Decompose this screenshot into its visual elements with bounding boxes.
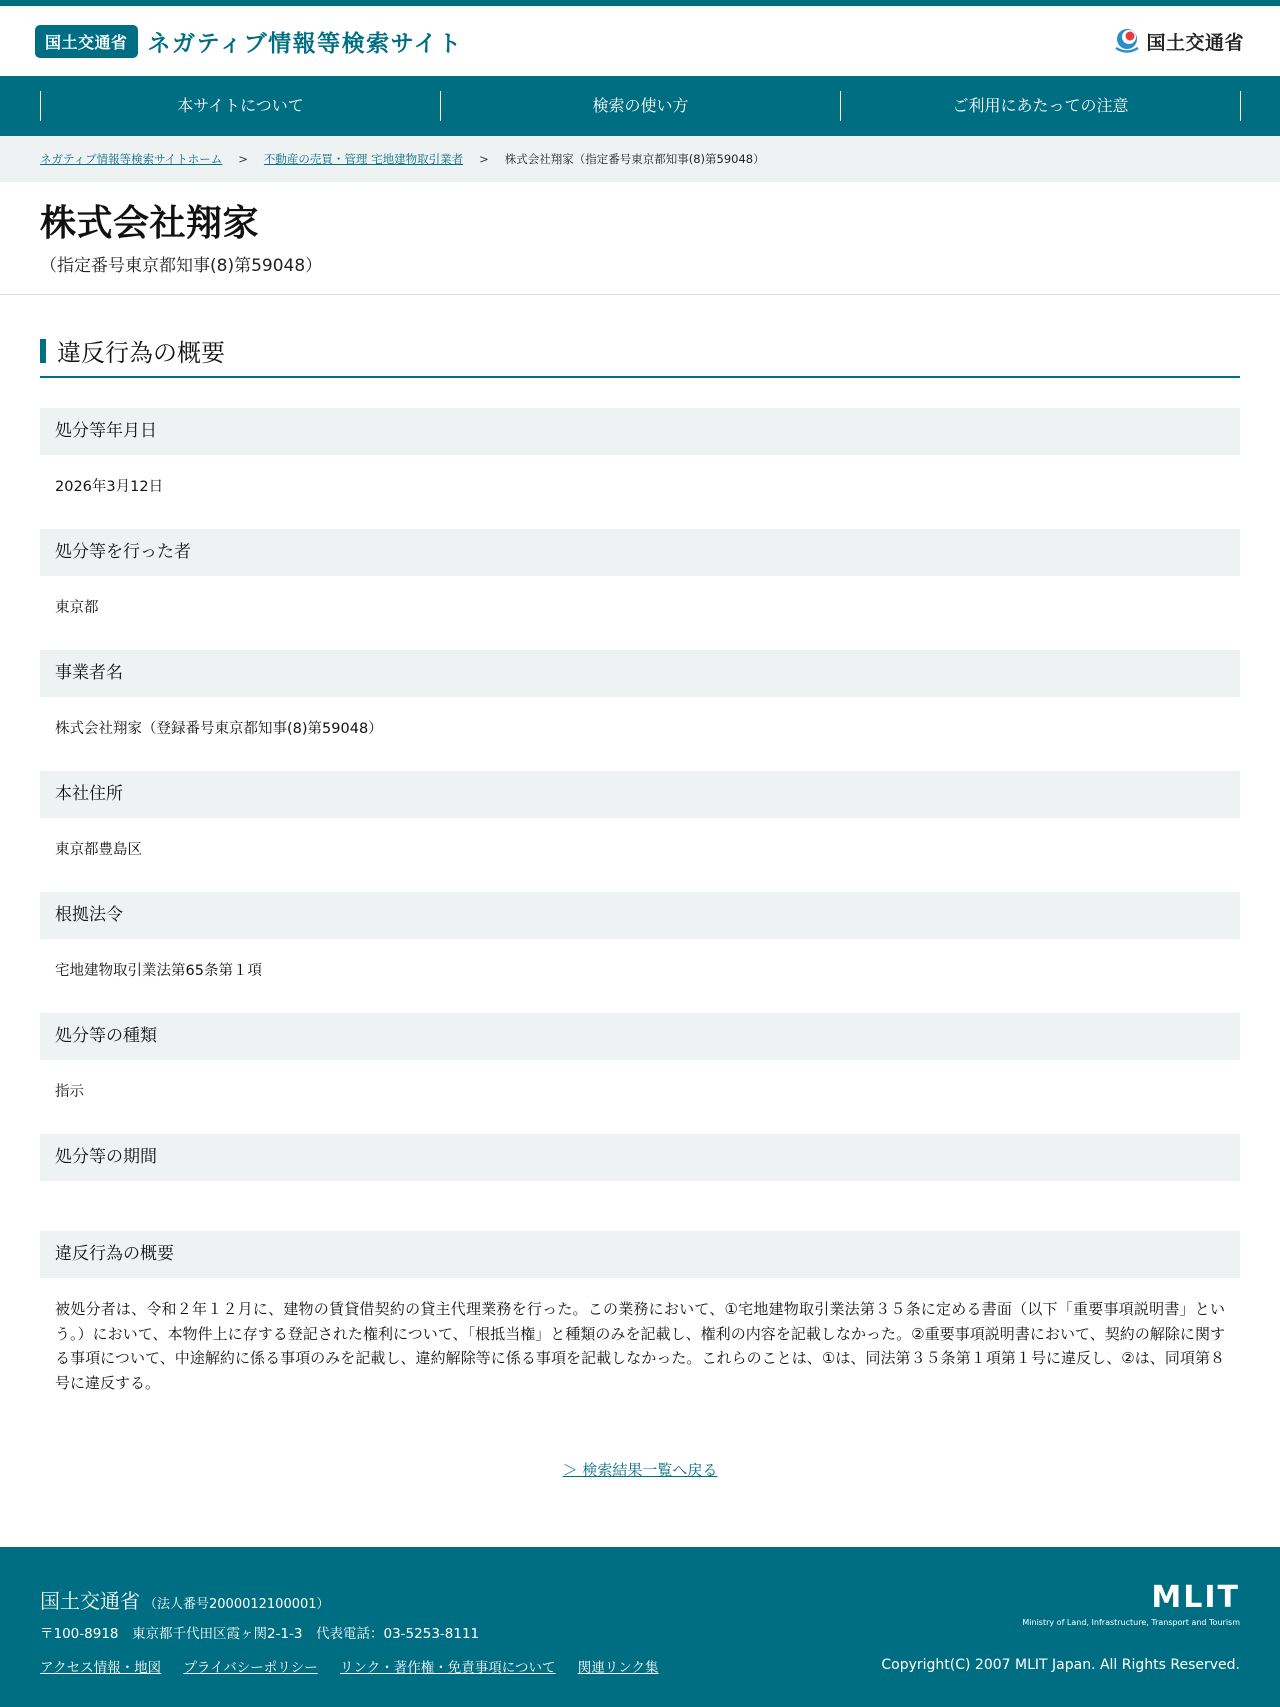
field-label-business-name: 事業者名 bbox=[40, 650, 1240, 697]
field-value-business-name: 株式会社翔家（登録番号東京都知事(8)第59048） bbox=[55, 721, 383, 738]
footer-right bbox=[881, 1580, 1240, 1673]
mlit-tagline: Ministry of Land, Infrastructure, Transport and Tourism bbox=[1022, 1618, 1240, 1627]
ministry-logo-text: 国土交通省 bbox=[1146, 31, 1244, 54]
field-label-address: 本社住所 bbox=[40, 771, 1240, 818]
page-title-block bbox=[0, 182, 1280, 295]
section-heading-text: 違反行為の概要 bbox=[57, 339, 225, 368]
site-title: ネガティブ情報等検索サイト bbox=[147, 30, 463, 57]
breadcrumb bbox=[0, 136, 1280, 182]
field-value-authority: 東京都 bbox=[55, 600, 99, 617]
footer-link-access[interactable]: アクセス情報・地図 bbox=[40, 1660, 162, 1676]
breadcrumb-separator: > bbox=[479, 152, 489, 166]
footer-address: 〒100-8918 東京都千代田区霞ヶ関2-1-3 代表電話：03-5253-8111 bbox=[40, 1626, 480, 1642]
field-value-legal-basis: 宅地建物取引業法第65条第１項 bbox=[55, 963, 262, 980]
footer-info bbox=[40, 1585, 677, 1676]
main-content bbox=[0, 295, 1280, 1480]
field-value-period bbox=[40, 1181, 1240, 1231]
field-value-date: 2026年3月12日 bbox=[55, 479, 164, 496]
footer-link-privacy[interactable]: プライバシーポリシー bbox=[183, 1660, 318, 1676]
breadcrumb-current: 株式会社翔家（指定番号東京都知事(8)第59048） bbox=[504, 152, 765, 166]
footer-links bbox=[40, 1656, 677, 1676]
section-heading bbox=[40, 333, 1240, 378]
footer-org-name: 国土交通省 bbox=[40, 1589, 140, 1613]
detail-list bbox=[40, 408, 1240, 1415]
field-label-disposition-type: 処分等の種類 bbox=[40, 1013, 1240, 1060]
page-subtitle: （指定番号東京都知事(8)第59048） bbox=[40, 256, 323, 277]
breadcrumb-category-link[interactable]: 不動産の売買・管理 宅地建物取引業者 bbox=[263, 152, 464, 166]
footer-copyright: Copyright(C) 2007 MLIT Japan. All Rights Reserved. bbox=[881, 1657, 1240, 1673]
section-heading-marker bbox=[40, 339, 46, 363]
nav-about[interactable]: 本サイトについて bbox=[40, 91, 440, 121]
nav-notes[interactable]: ご利用にあたっての注意 bbox=[840, 91, 1241, 121]
field-value-address: 東京都豊島区 bbox=[55, 842, 142, 859]
ministry-logo[interactable] bbox=[1112, 26, 1244, 56]
field-label-authority: 処分等を行った者 bbox=[40, 529, 1240, 576]
nav-how-to-search[interactable]: 検索の使い方 bbox=[440, 91, 840, 121]
field-label-legal-basis: 根拠法令 bbox=[40, 892, 1240, 939]
footer-link-related[interactable]: 関連リンク集 bbox=[577, 1660, 659, 1676]
breadcrumb-home-link[interactable]: ネガティブ情報等検索サイトホーム bbox=[40, 152, 223, 166]
site-footer bbox=[0, 1547, 1280, 1707]
page-title: 株式会社翔家 bbox=[40, 203, 260, 244]
field-value-disposition-type: 指示 bbox=[55, 1084, 84, 1101]
breadcrumb-separator: > bbox=[238, 152, 248, 166]
global-nav bbox=[0, 76, 1280, 136]
ministry-badge: 国土交通省 bbox=[35, 25, 138, 58]
field-label-violation-summary: 違反行為の概要 bbox=[40, 1231, 1240, 1278]
site-brand[interactable] bbox=[35, 25, 463, 58]
footer-link-copyright[interactable]: リンク・著作権・免責事項について bbox=[340, 1660, 556, 1676]
field-label-period: 処分等の期間 bbox=[40, 1134, 1240, 1181]
site-header bbox=[0, 6, 1280, 76]
back-to-results-link[interactable]: ＞ 検索結果一覧へ戻る bbox=[562, 1461, 718, 1480]
field-label-date: 処分等年月日 bbox=[40, 408, 1240, 455]
back-link-wrap bbox=[40, 1459, 1240, 1480]
footer-corp-number: （法人番号2000012100001） bbox=[144, 1597, 330, 1612]
mlit-logo: MLIT bbox=[1151, 1580, 1240, 1615]
ministry-emblem-icon bbox=[1112, 26, 1142, 56]
field-value-violation-summary: 被処分者は、令和２年１２月に、建物の賃貸借契約の貸主代理業務を行った。この業務において、①宅地建物取引業法第３５条に定める書面（以下「重要事項説明書」という。）において、本物件上に存する登記された権利について、「根抵当権」と種類のみを記載し、権利の内容を記載しなかった。②重要事項説明書において、契約の解除に関する事項について、中途解約に係る事項のみを記載し、違約解除等に係る事項を記載しなかった。これらのことは、①は、同法第３５条第１項第１号に違反し、②は、同項第８号に違反する。 bbox=[55, 1300, 1225, 1392]
